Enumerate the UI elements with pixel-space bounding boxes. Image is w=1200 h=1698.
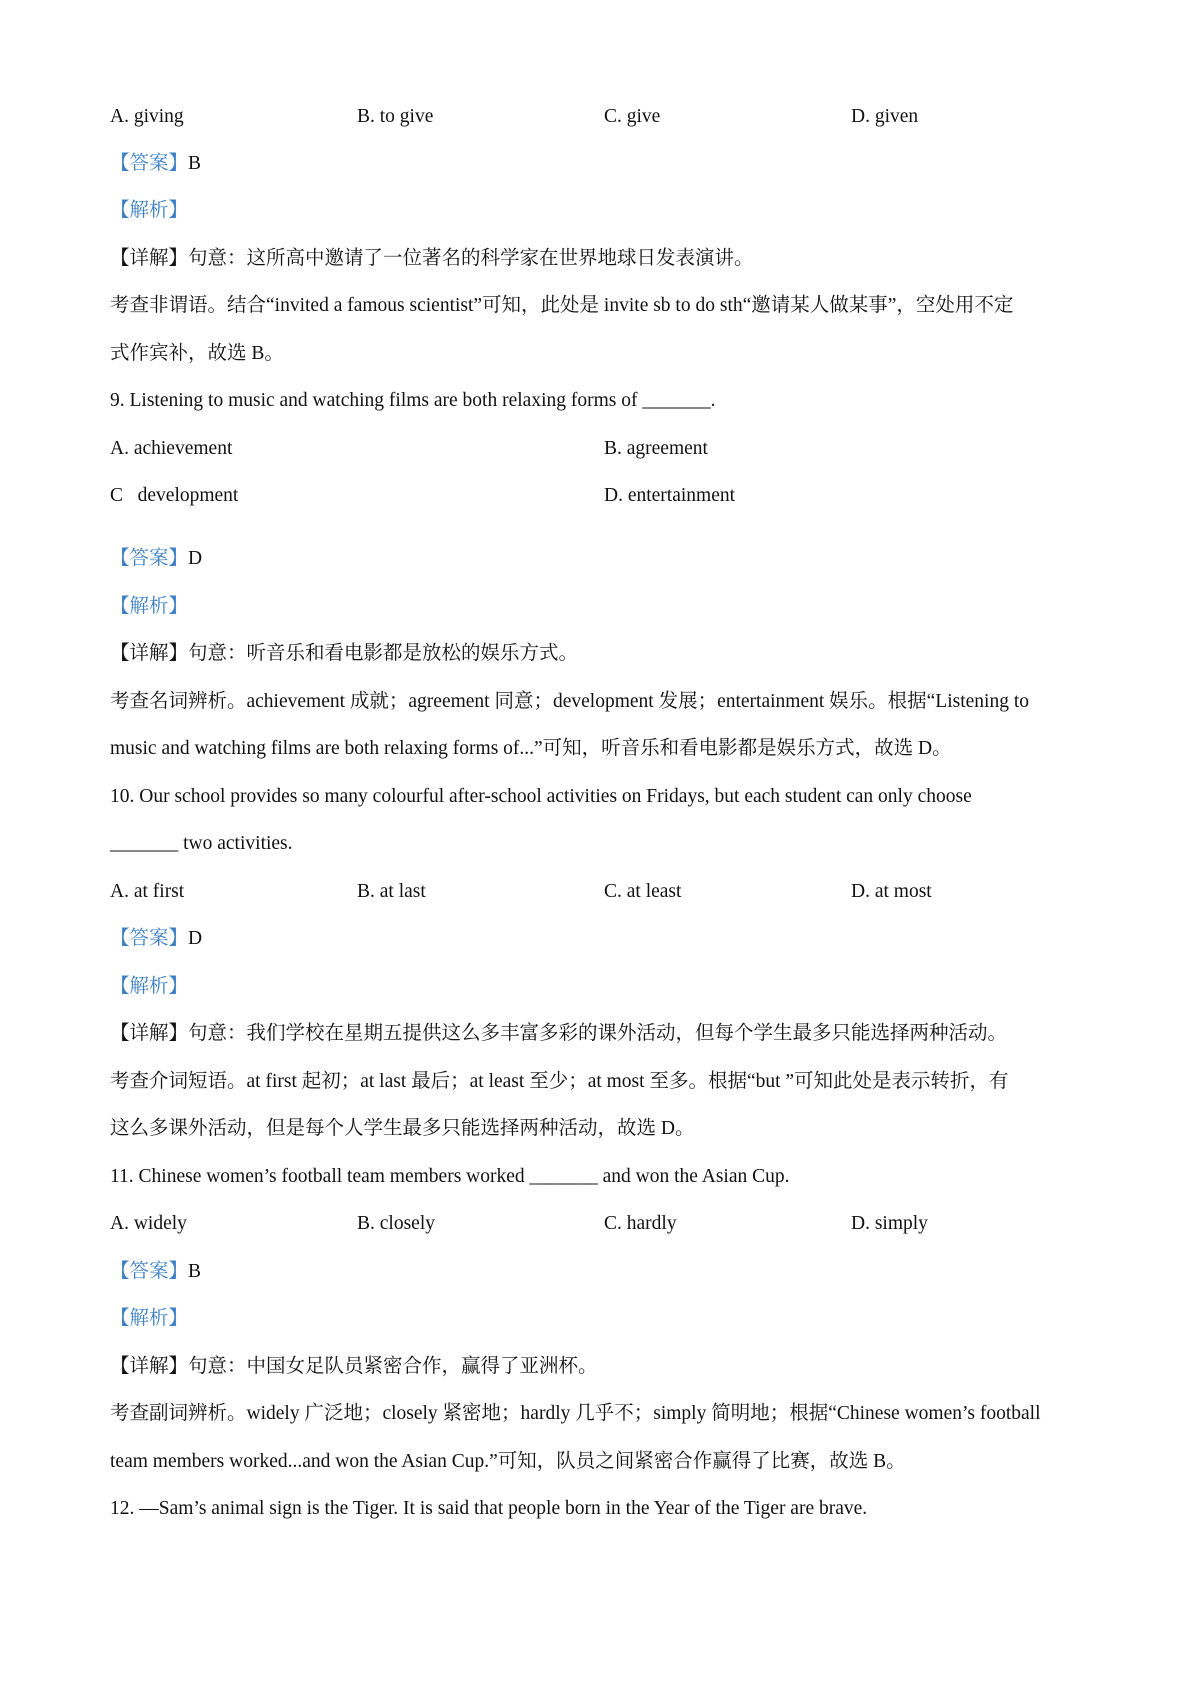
- q10-option-b: B. at last: [357, 881, 426, 902]
- answer-value: B: [188, 1261, 202, 1282]
- q11-answer: [110, 1258, 201, 1286]
- q10-option-a: A. at first: [110, 881, 185, 902]
- q8-option-d: D. given: [851, 106, 919, 127]
- q10-analysis-tag: 【解析】: [110, 976, 189, 997]
- q8-option-c: C. give: [604, 106, 661, 127]
- q9-detail: 【详解】句意：听音乐和看电影都是放松的娱乐方式。: [110, 643, 579, 664]
- q8-option-b: B. to give: [357, 106, 434, 127]
- q11-option-b: B. closely: [357, 1213, 435, 1234]
- q10-explain-line2: 这么多课外活动，但是每个人学生最多只能选择两种活动，故选 D。: [110, 1118, 695, 1139]
- q11-analysis-tag: 【解析】: [110, 1308, 189, 1329]
- answer-value: D: [188, 548, 203, 569]
- q9-explain-line2: music and watching films are both relaxing forms of...”可知，听音乐和看电影都是娱乐方式，故选 D。: [110, 738, 952, 759]
- answer-tag: 【答案】: [110, 548, 189, 569]
- q8-option-a: A. giving: [110, 106, 184, 127]
- q9-analysis-tag: 【解析】: [110, 596, 189, 617]
- q9-option-a: A. achievement: [110, 438, 233, 459]
- q8-explain-line1: 考查非谓语。结合“invited a famous scientist”可知，此处是 invite sb to do sth“邀请某人做某事”，空处用不定: [110, 295, 1014, 316]
- q11-explain-line1: 考查副词辨析。widely 广泛地；closely 紧密地；hardly 几乎不；simply 简明地；根据“Chinese women’s football: [110, 1403, 1041, 1424]
- q10-question-line2: _______ two activities.: [110, 833, 293, 854]
- q11-option-d: D. simply: [851, 1213, 928, 1234]
- q9-explain-line1: 考查名词辨析。achievement 成就；agreement 同意；development 发展；entertainment 娱乐。根据“Listening to: [110, 691, 1030, 712]
- q11-option-c: C. hardly: [604, 1213, 677, 1234]
- answer-tag: 【答案】: [110, 928, 189, 949]
- answer-value: D: [188, 928, 203, 949]
- q8-explain-line2: 式作宾补，故选 B。: [110, 343, 284, 364]
- q10-question-line1: 10. Our school provides so many colourful after-school activities on Fridays, but each student can only choose: [110, 786, 972, 807]
- answer-tag: 【答案】: [110, 1261, 189, 1282]
- q8-answer: [110, 150, 201, 178]
- q9-option-d: D. entertainment: [604, 485, 736, 506]
- answer-value: B: [188, 153, 202, 174]
- q9-option-c: C development: [110, 485, 239, 506]
- q10-option-c: C. at least: [604, 881, 682, 902]
- q10-explain-line1: 考查介词短语。at first 起初；at last 最后；at least 至少；at most 至多。根据“but ”可知此处是表示转折，有: [110, 1071, 1009, 1092]
- q11-explain-line2: team members worked...and won the Asian Cup.”可知，队员之间紧密合作赢得了比赛，故选 B。: [110, 1451, 906, 1472]
- q8-analysis-tag: 【解析】: [110, 200, 189, 221]
- q11-detail: 【详解】句意：中国女足队员紧密合作，赢得了亚洲杯。: [110, 1356, 598, 1377]
- q10-detail: 【详解】句意：我们学校在星期五提供这么多丰富多彩的课外活动，但每个学生最多只能选择两种活动。: [110, 1023, 1008, 1044]
- q10-answer: [110, 925, 202, 953]
- q8-detail: 【详解】句意：这所高中邀请了一位著名的科学家在世界地球日发表演讲。: [110, 248, 754, 269]
- q9-answer: [110, 545, 202, 573]
- q12-question: 12. —Sam’s animal sign is the Tiger. It is said that people born in the Year of the Tiger are brave.: [110, 1498, 868, 1519]
- answer-tag: 【答案】: [110, 153, 189, 174]
- q11-question: 11. Chinese women’s football team members worked _______ and won the Asian Cup.: [110, 1166, 790, 1187]
- q9-option-b: B. agreement: [604, 438, 708, 459]
- q11-option-a: A. widely: [110, 1213, 187, 1234]
- q10-option-d: D. at most: [851, 881, 932, 902]
- q9-question: 9. Listening to music and watching films are both relaxing forms of _______.: [110, 390, 716, 411]
